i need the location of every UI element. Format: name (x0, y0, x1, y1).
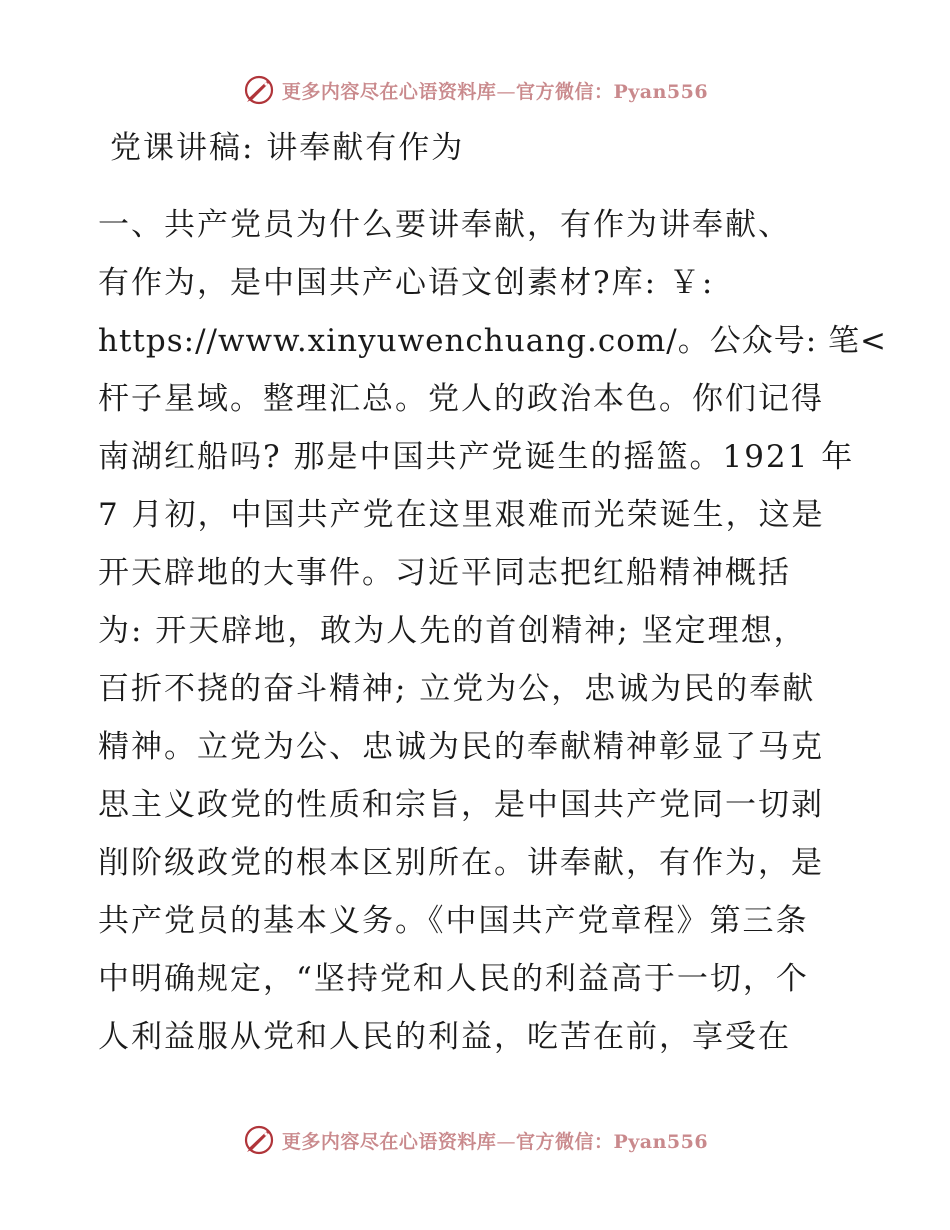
document-title: 党课讲稿: 讲奉献有作为 (110, 130, 465, 166)
footer-banner (0, 1120, 950, 1160)
promo-library-text: 更多内容尽在心语资料库 (281, 80, 497, 103)
pen-nib-logo-icon (242, 1123, 276, 1157)
footer-promo-text (282, 1127, 708, 1154)
body-line: 共产党员的基本义务。《中国共产党章程》第三条 (98, 903, 809, 939)
document-body (98, 196, 888, 1066)
header-banner (0, 70, 950, 110)
body-line: 削阶级政党的根本区别所在。讲奉献，有作为，是 (98, 845, 824, 881)
body-line: 7 月初，中国共产党在这里艰难而光荣诞生，这是 (98, 497, 825, 533)
body-line: https://www.xinyuwenchuang.com/。公众号: 笔< (98, 323, 888, 359)
body-line: 开天辟地的大事件。习近平同志把红船精神概括 (98, 555, 791, 591)
body-line: 杆子星域。整理汇总。党人的政治本色。你们记得 (98, 381, 824, 417)
promo-separator: — (496, 1130, 516, 1153)
body-line: 南湖红船吗? 那是中国共产党诞生的摇篮。1921 年 (98, 439, 855, 475)
promo-library-text: 更多内容尽在心语资料库 (281, 1130, 497, 1153)
body-line: 有作为，是中国共产心语文创素材?库: ￥: (98, 265, 715, 301)
promo-wechat-text: 官方微信：Pyan556 (515, 80, 709, 103)
header-promo-text (282, 77, 708, 104)
promo-separator: — (496, 80, 516, 103)
body-line: 精神。立党为公、忠诚为民的奉献精神彰显了马克 (98, 729, 824, 765)
body-line: 为: 开天辟地，敢为人先的首创精神; 坚定理想， (98, 613, 807, 649)
body-line: 百折不挠的奋斗精神; 立党为公，忠诚为民的奉献 (98, 671, 816, 707)
promo-wechat-text: 官方微信：Pyan556 (515, 1130, 709, 1153)
body-line: 一、共产党员为什么要讲奉献，有作为讲奉献、 (98, 207, 791, 243)
body-line: 思主义政党的性质和宗旨，是中国共产党同一切剥 (98, 787, 824, 823)
body-line: 中明确规定，“坚持党和人民的利益高于一切，个 (98, 961, 809, 997)
pen-nib-logo-icon (242, 73, 276, 107)
body-line: 人利益服从党和人民的利益，吃苦在前，享受在 (98, 1019, 791, 1055)
